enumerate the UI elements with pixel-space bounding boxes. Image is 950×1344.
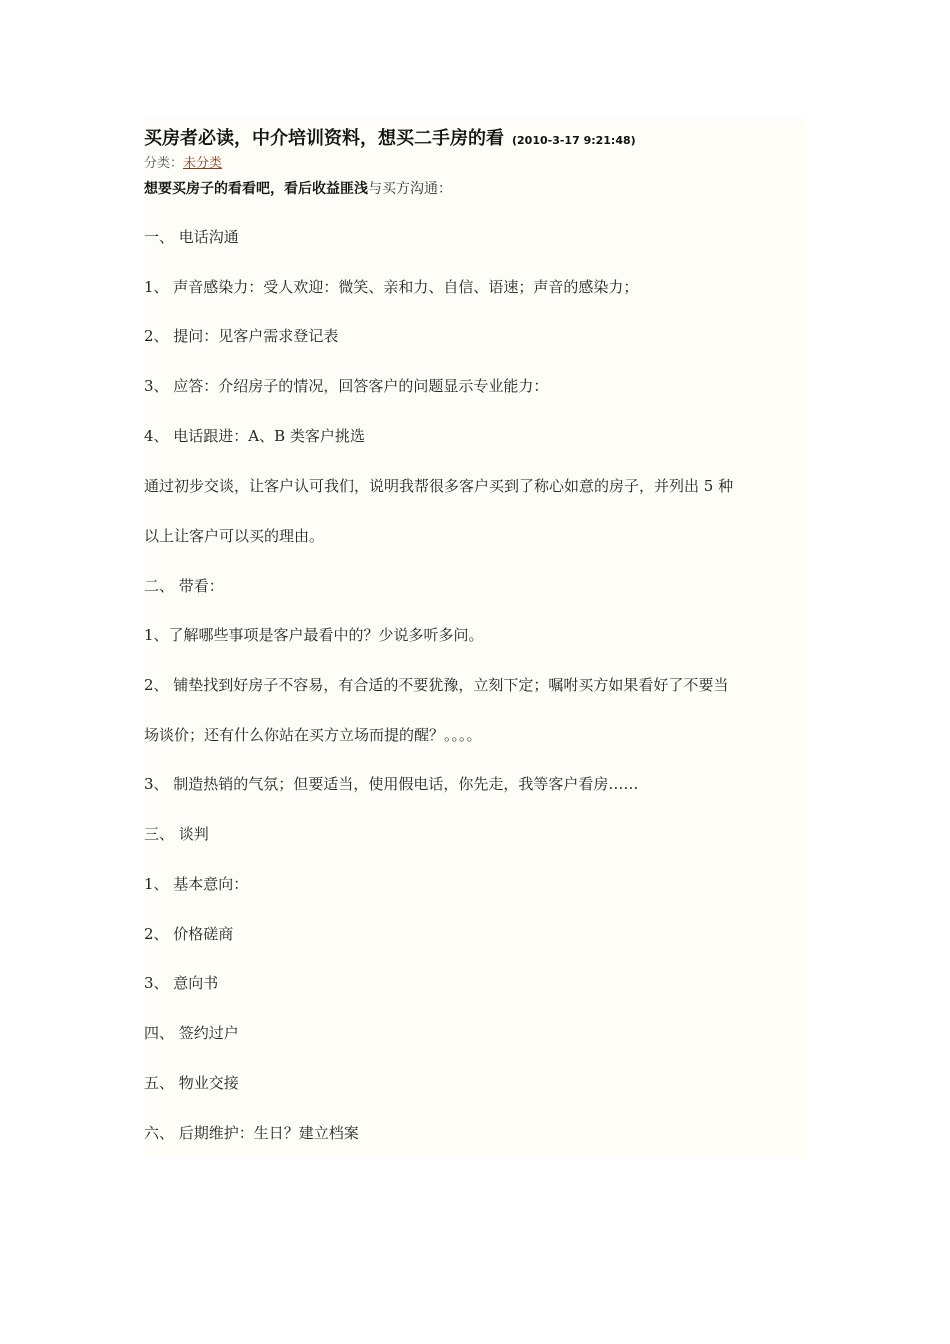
article-title-text: 买房者必读，中介培训资料，想买二手房的看 (144, 128, 504, 149)
section-contract-transfer: 四、 签约过户 (144, 1024, 239, 1042)
section-viewing: 二、 带看： (144, 577, 224, 595)
section-negotiation: 三、 谈判 (144, 825, 209, 843)
list-item: 3、 意向书 (144, 974, 219, 992)
article-date: (2010-3-17 9:21:48) (512, 134, 636, 147)
paragraph-line: 场谈价；还有什么你站在买方立场而提的醒？。。。。 (144, 726, 482, 744)
paragraph-line: 通过初步交谈，让客户认可我们，说明我帮很多客户买到了称心如意的房子，并列出 5 种 (144, 477, 734, 495)
intro-bold-text: 想要买房子的看看吧，看后收益匪浅 (144, 181, 368, 197)
paragraph-line: 以上让客户可以买的理由。 (144, 527, 325, 545)
list-item: 3、 制造热销的气氛；但要适当，使用假电话，你先走，我等客户看房…… (144, 775, 639, 793)
section-property-handover: 五、 物业交接 (144, 1074, 239, 1092)
list-item: 1、了解哪些事项是客户最看中的？少说多听多问。 (144, 626, 484, 644)
list-item: 3、 应答：介绍房子的情况，回答客户的问题显示专业能力： (144, 377, 549, 395)
category-label: 分类： (144, 156, 184, 171)
article-title (144, 126, 806, 154)
article-header (144, 126, 806, 202)
article-intro (144, 176, 806, 202)
list-item: 2、 铺垫找到好房子不容易，有合适的不要犹豫，立刻下定；嘱咐买方如果看好了不要当 (144, 676, 729, 694)
list-item: 2、 价格磋商 (144, 925, 234, 943)
section-phone-communication: 一、 电话沟通 (144, 228, 239, 246)
list-item: 1、 基本意向： (144, 875, 249, 893)
list-item: 1、 声音感染力：受人欢迎：微笑、亲和力、自信、语速；声音的感染力； (144, 278, 639, 296)
category-link[interactable]: 未分类 (183, 156, 223, 171)
intro-text: 与买方沟通： (368, 181, 452, 197)
list-item: 2、 提问：见客户需求登记表 (144, 327, 339, 345)
article-category (144, 154, 806, 174)
section-after-service: 六、 后期维护：生日？建立档案 (144, 1124, 359, 1142)
list-item: 4、 电话跟进：A、B 类客户挑选 (144, 427, 365, 445)
